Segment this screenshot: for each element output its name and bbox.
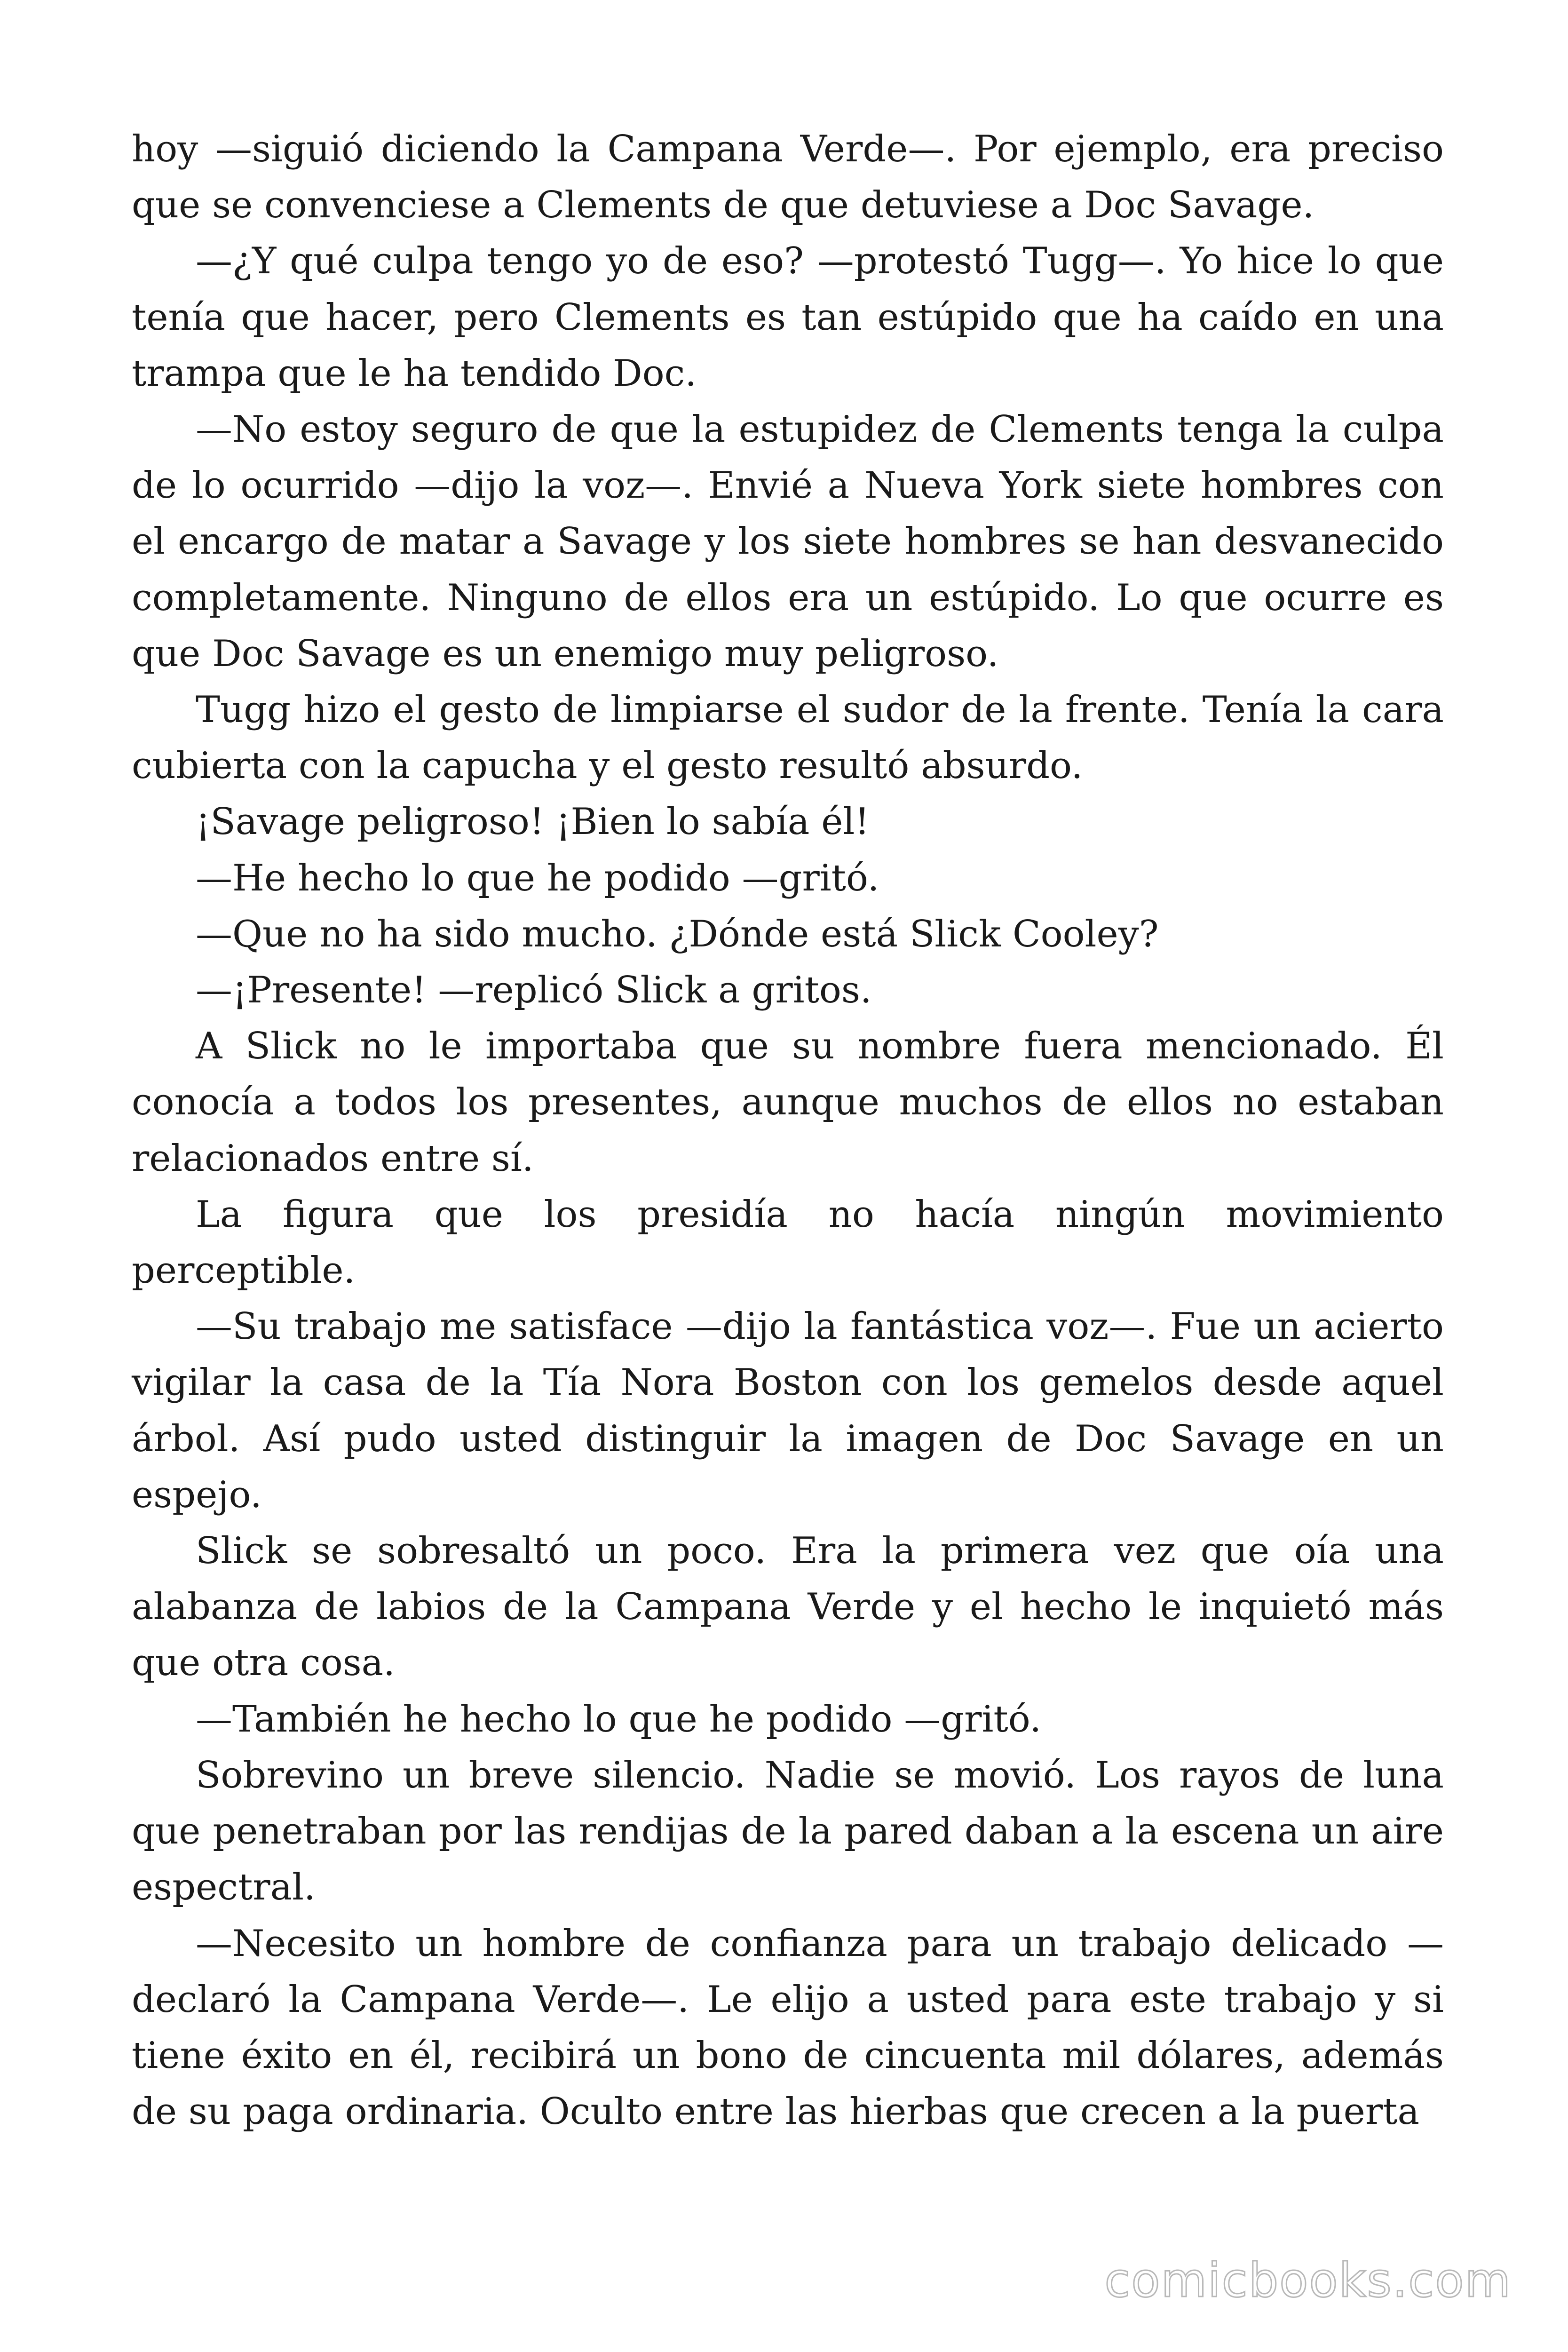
paragraph-8: —¡Presente! —replicó Slick a gritos.	[196, 969, 872, 1012]
paragraph-14: Sobrevino un breve silencio. Nadie se movió. Los rayos de luna que penetraban por las rendijas de la pared daban a la escena un aire espectral.	[132, 1754, 1444, 1909]
paragraph-4: Tugg hizo el gesto de limpiarse el sudor de la frente. Tenía la cara cubierta con la capucha y el gesto resultó absurdo.	[132, 689, 1444, 787]
paragraph-6: —He hecho lo que he podido —gritó.	[196, 857, 879, 899]
paragraph-5: ¡Savage peligroso! ¡Bien lo sabía él!	[196, 801, 870, 843]
paragraph-10: La figura que los presidía no hacía ningún movimiento perceptible.	[132, 1193, 1444, 1292]
page-body-text	[132, 121, 1444, 2140]
paragraph-13: —También he hecho lo que he podido —gritó.	[196, 1698, 1042, 1740]
paragraph-1: hoy —siguió diciendo la Campana Verde—. Por ejemplo, era preciso que se convenciese a Clements de que detuviese a Doc Savage.	[132, 128, 1444, 227]
paragraph-9: A Slick no le importaba que su nombre fuera mencionado. Él conocía a todos los presentes, aunque muchos de ellos no estaban relacionados entre sí.	[132, 1025, 1444, 1180]
paragraph-2: —¿Y qué culpa tengo yo de eso? —protestó Tugg—. Yo hice lo que tenía que hacer, pero Clements es tan estúpido que ha caído en una trampa que le ha tendido Doc.	[132, 240, 1444, 395]
paragraph-15: —Necesito un hombre de confianza para un trabajo delicado —declaró la Campana Verde—. Le elijo a usted para este trabajo y si tiene éxito en él, recibirá un bono de cincuenta mil dólares, además de su paga ordinaria. Oculto entre las hierbas que crecen a la puerta	[132, 1922, 1444, 2133]
paragraph-3: —No estoy seguro de que la estupidez de Clements tenga la culpa de lo ocurrido —dijo la voz—. Envié a Nueva York siete hombres con el encargo de matar a Savage y los siete hombres se han desvanecido completamente. Ninguno de ellos era un estúpido. Lo que ocurre es que Doc Savage es un enemigo muy peligroso.	[132, 408, 1444, 675]
paragraph-12: Slick se sobresaltó un poco. Era la primera vez que oía una alabanza de labios de la Campana Verde y el hecho le inquietó más que otra cosa.	[132, 1530, 1444, 1685]
paragraph-11: —Su trabajo me satisface —dijo la fantástica voz—. Fue un acierto vigilar la casa de la Tía Nora Boston con los gemelos desde aquel árbol. Así pudo usted distinguir la imagen de Doc Savage en un espejo.	[132, 1305, 1444, 1516]
site-watermark: comicbooks.com	[1104, 2253, 1512, 2308]
paragraph-7: —Que no ha sido mucho. ¿Dónde está Slick Cooley?	[196, 913, 1159, 955]
